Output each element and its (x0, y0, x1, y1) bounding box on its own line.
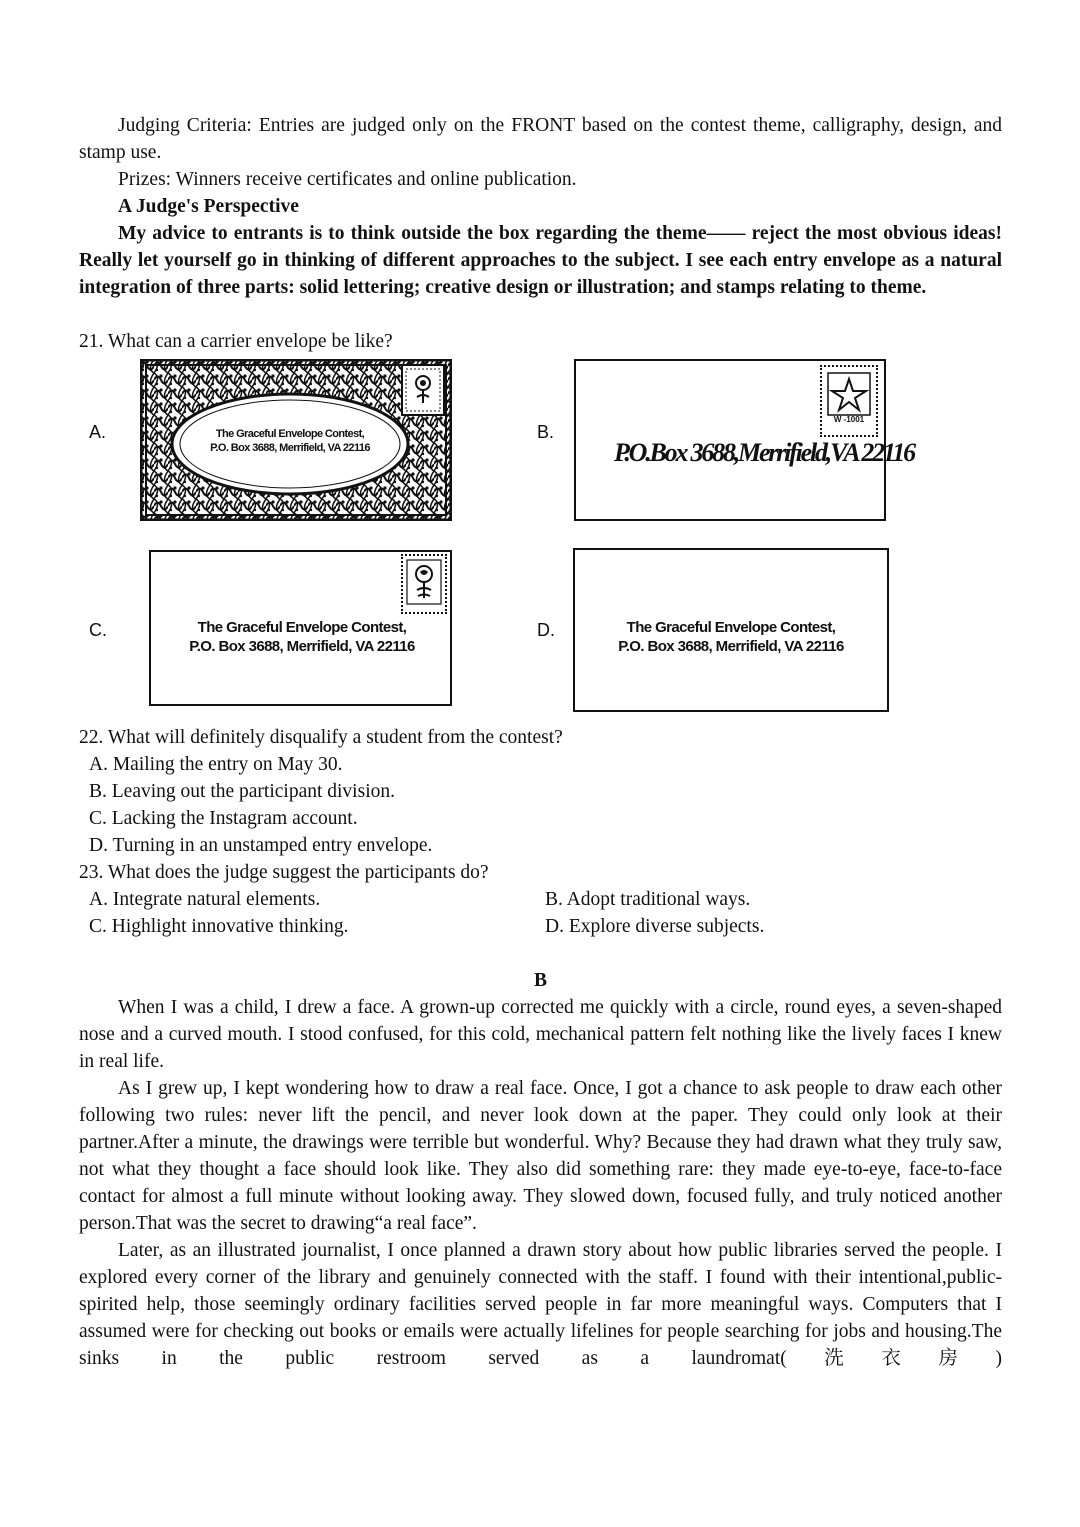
option-a-label: A. (89, 422, 107, 442)
q21-question: 21. What can a carrier envelope be like? (79, 331, 393, 352)
rose-icon (403, 556, 445, 612)
envelope-a-line2: P.O. Box 3688, Merrifield, VA 22116 (210, 442, 370, 454)
envelope-d-line2: P.O. Box 3688, Merrifield, VA 22116 (618, 638, 844, 655)
envelope-c (149, 550, 452, 706)
judge-advice: My advice to entrants is to think outside the box regarding the theme—— reject the most obvious ideas! Really let yourself go in thinking of different approaches to the subject. I see each entry envelope as a natural integration of three parts: solid lettering; creative design or illustration; and stamps relating to theme. (79, 223, 1002, 298)
stamp-value: W -1001 (833, 415, 865, 424)
q22-question: 22. What will definitely disqualify a student from the contest? (79, 727, 563, 748)
q23-option-a: A. Integrate natural elements. (89, 889, 321, 910)
judging-criteria: Judging Criteria: Entries are judged only on the FRONT based on the contest theme, calligraphy, design, and stamp use. (79, 115, 1002, 163)
passage-b-paragraph-2: As I grew up, I kept wondering how to draw a real face. Once, I got a chance to ask people to draw each other following two rules: never lift the pencil, and never look down at the paper. They could only look at their partner.After a minute, the drawings were terrible but wonderful. Why? Because they had drawn what they truly saw, not what they thought a face should look like. They also did something rare: they made eye-to-eye, face-to-face contact for almost a full minute without looking away. They slowed down, focused fully, and truly noticed another person.That was the secret to drawing“a real face”. (79, 1078, 1002, 1234)
option-b-label: B. (537, 422, 555, 442)
rose-stamp (401, 554, 447, 614)
q22-option-a: A. Mailing the entry on May 30. (89, 754, 343, 775)
passage-b-paragraph-3: Later, as an illustrated journalist, I once planned a drawn story about how public libraries served the people. I explored every corner of the library and genuinely connected with the staff. I found with their intentional,public-spirited help, those seemingly ordinary facilities served people in far more meaningful ways. Computers that I assumed were for checking out books or emails were actually lifelines for people searching for jobs and housing.The sinks in the public restroom served as a laundromat(洗衣房) (79, 1240, 1002, 1369)
q23-option-b: B. Adopt traditional ways. (545, 889, 751, 910)
q22-option-c: C. Lacking the Instagram account. (89, 808, 358, 829)
passage-b-heading: B (533, 970, 547, 991)
envelope-options (79, 359, 1002, 724)
star-stamp (820, 365, 878, 437)
q23-option-d: D. Explore diverse subjects. (545, 916, 765, 937)
q23-question: 23. What does the judge suggest the participants do? (79, 862, 489, 883)
envelope-b-address: P.O.Box 3688,Merrifield,VA 22116 (614, 438, 914, 467)
envelope-b (574, 359, 914, 521)
prizes: Prizes: Winners receive certificates and online publication. (118, 169, 577, 190)
q23-option-c: C. Highlight innovative thinking. (89, 916, 349, 937)
passage-b-paragraph-1: When I was a child, I drew a face. A grown-up corrected me quickly with a circle, round eyes, a seven-shaped nose and a curved mouth. I stood confused, for this cold, mechanical pattern felt nothing like the lively faces I knew in real life. (79, 997, 1002, 1072)
envelope-a (140, 359, 452, 521)
option-c-label: C. (89, 620, 107, 640)
option-d-label: D. (537, 620, 555, 640)
envelope-d (573, 548, 889, 712)
envelope-a-line1: The Graceful Envelope Contest, (215, 428, 365, 440)
envelope-c-line1: The Graceful Envelope Contest, (197, 619, 407, 636)
envelope-d-line1: The Graceful Envelope Contest, (626, 619, 836, 636)
judge-heading: A Judge's Perspective (118, 196, 299, 217)
envelope-c-line2: P.O. Box 3688, Merrifield, VA 22116 (189, 638, 415, 655)
q22-option-d: D. Turning in an unstamped entry envelope. (89, 835, 433, 856)
q22-option-b: B. Leaving out the participant division. (89, 781, 395, 802)
exam-page (79, 112, 1002, 1372)
